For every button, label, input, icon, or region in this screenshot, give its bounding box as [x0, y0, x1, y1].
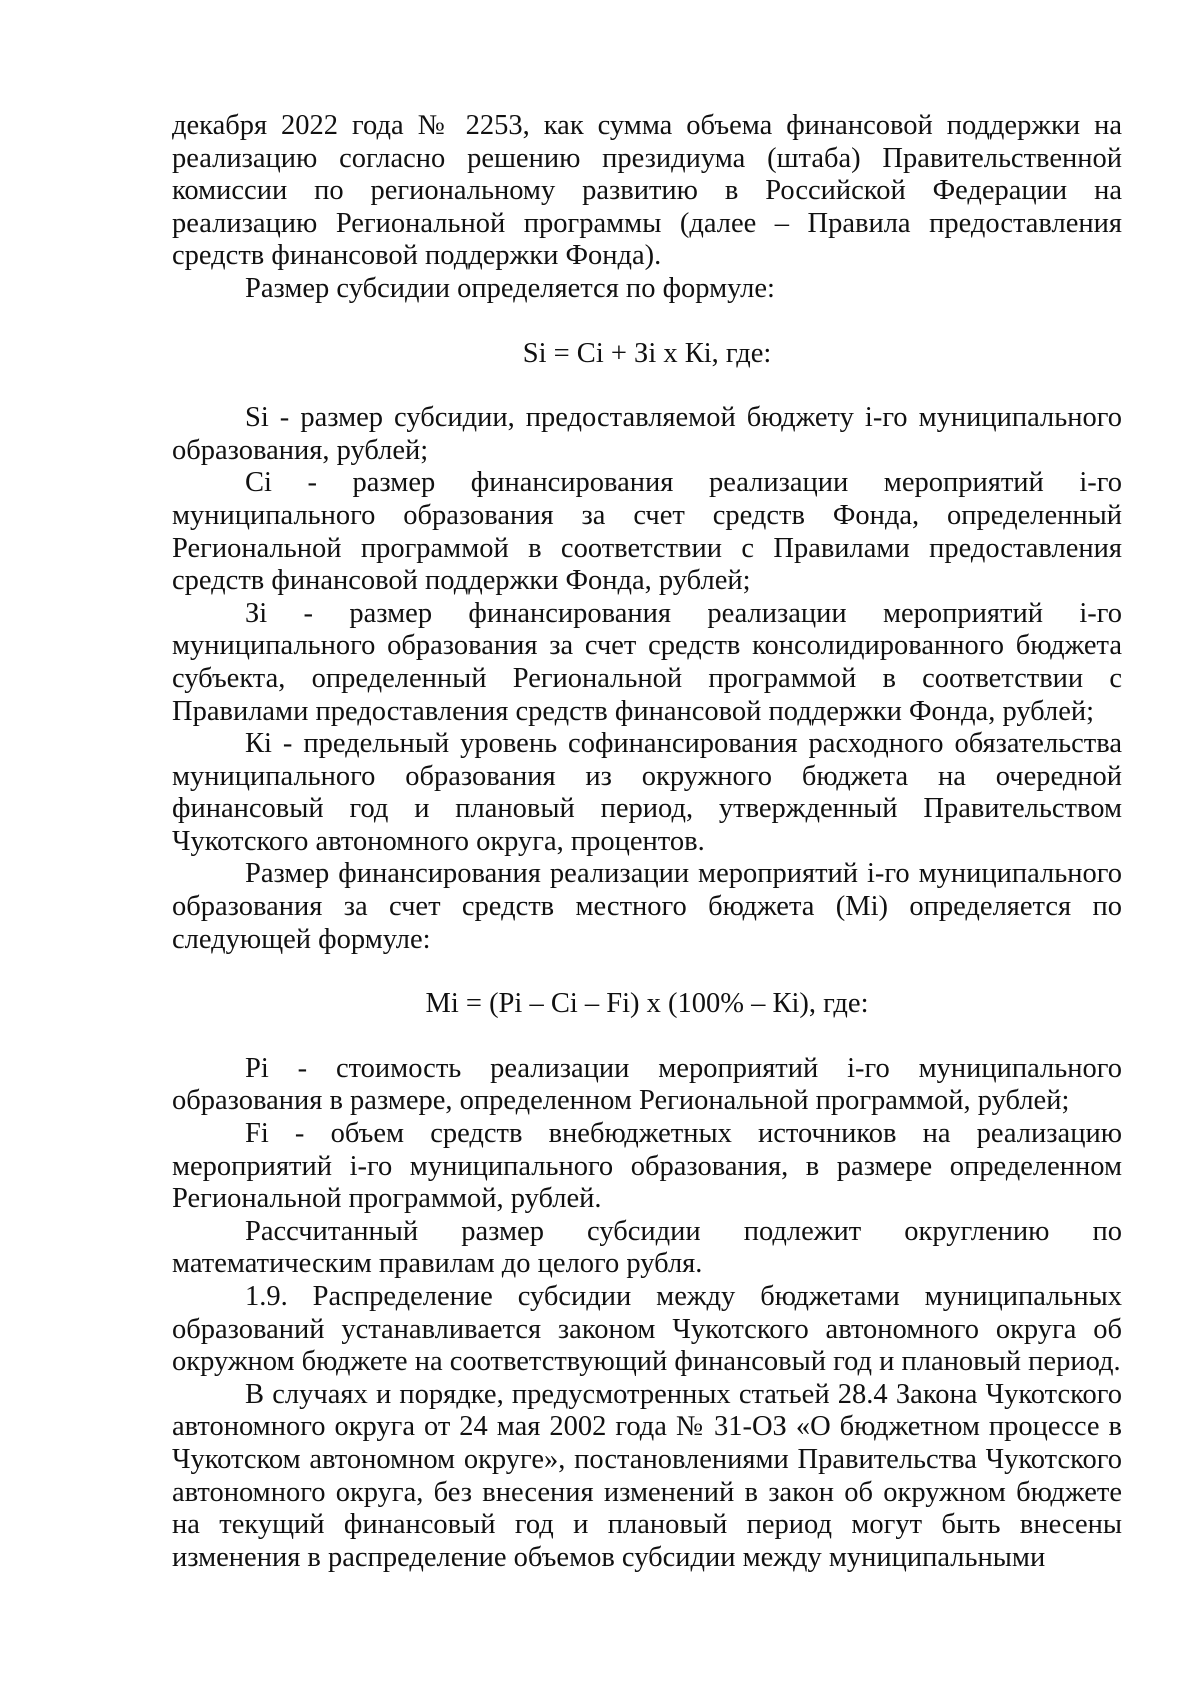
- formula-subsidy: Si = Ci + Зi x Кi, где:: [522, 337, 772, 369]
- definition-ci: Ci - размер финансирования реализации мероприятий i-го муниципального образования за счет средств Фонда, определенный Региональной программой в соответствии с Правилами предоставления средств финансовой поддержки Фонда, рублей;: [172, 467, 1122, 597]
- paragraph-rounding: Рассчитанный размер субсидии подлежит округлению по математическим правилам до целого рубля.: [172, 1215, 1122, 1280]
- formula-local-budget: Mi = (Pi – Ci – Fi) x (100% – Кi), где:: [425, 988, 869, 1020]
- document-page: [172, 110, 1122, 1574]
- paragraph-changes: В случаях и порядке, предусмотренных статьей 28.4 Закона Чукотского автономного округа от 24 мая 2002 года № 31-ОЗ «О бюджетном процессе в Чукотском автономном округе», постановлениями Правительства Чукотского автономного округа, без внесения изменений в закон об окружном бюджете на текущий финансовый год и плановый период могут быть внесены изменения в распределение объемов субсидии между муниципальными: [172, 1378, 1122, 1573]
- definition-ki: Кi - предельный уровень софинансирования расходного обязательства муниципального образования из окружного бюджета на очередной финансовый год и плановый период, утвержденный Правительством Чукотского автономного округа, процентов.: [172, 728, 1122, 857]
- paragraph-local-budget: Размер финансирования реализации мероприятий i-го муниципального образования за счет средств местного бюджета (Mi) определяется по следующей формуле:: [172, 858, 1122, 955]
- paragraph-1-9: 1.9. Распределение субсидии между бюджетами муниципальных образований устанавливается законом Чукотского автономного округа об окружном бюджете на соответствующий финансовый год и плановый период.: [172, 1281, 1122, 1378]
- definition-zi: Зi - размер финансирования реализации мероприятий i-го муниципального образования за счет средств консолидированного бюджета субъекта, определенный Региональной программой в соответствии с Правилами предоставления средств финансовой поддержки Фонда, рублей;: [172, 597, 1122, 727]
- paragraph-continuation: декабря 2022 года № 2253, как сумма объема финансовой поддержки на реализацию согласно решению президиума (штаба) Правительственной комиссии по региональному развитию в Российской Федерации на реализацию Региональной программы (далее – Правила предоставления средств финансовой поддержки Фонда).: [172, 110, 1122, 272]
- definition-fi: Fi - объем средств внебюджетных источников на реализацию мероприятий i-го муниципального образования, в размере определенном Региональной программой, рублей.: [172, 1118, 1122, 1215]
- definition-si: Si - размер субсидии, предоставляемой бюджету i-го муниципального образования, рублей;: [172, 402, 1122, 466]
- paragraph-formula-intro: Размер субсидии определяется по формуле:: [245, 272, 775, 304]
- definition-pi: Pi - стоимость реализации мероприятий i-го муниципального образования в размере, определенном Региональной программой, рублей;: [172, 1052, 1122, 1117]
